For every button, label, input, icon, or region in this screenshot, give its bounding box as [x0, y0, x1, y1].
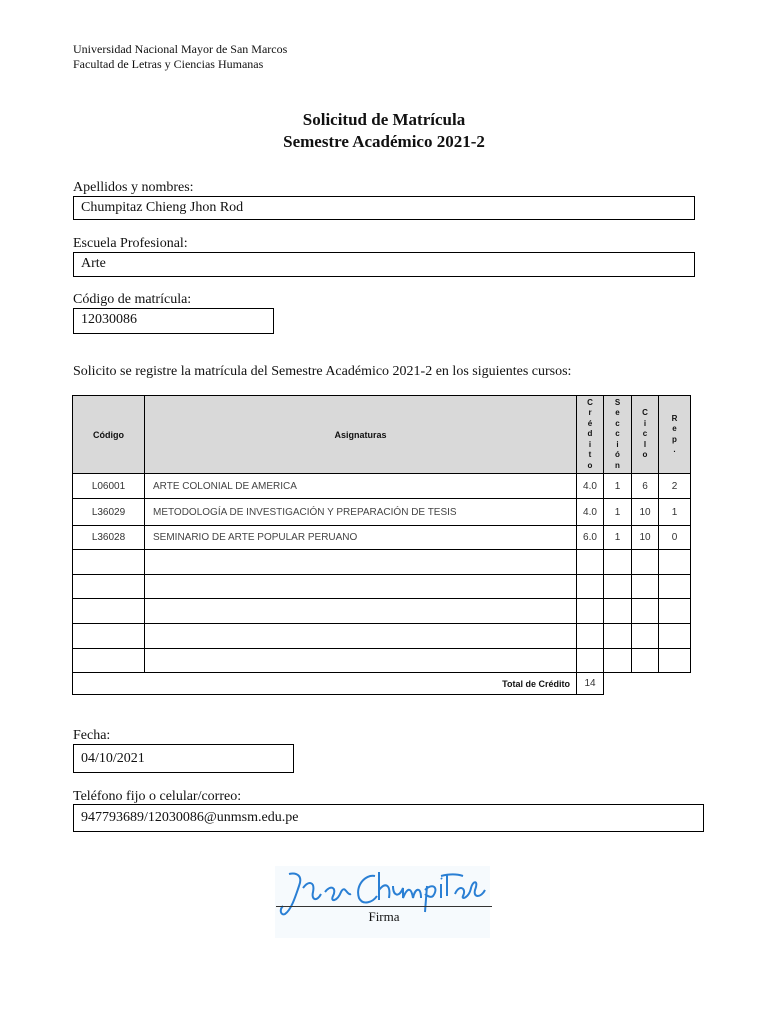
document-title: Solicitud de Matrícula [302, 110, 466, 129]
course-code [73, 575, 145, 599]
course-subject [145, 624, 577, 649]
course-rep [659, 550, 691, 575]
date-field[interactable]: 04/10/2021 [73, 744, 294, 773]
table-row [73, 575, 691, 599]
course-section [604, 575, 632, 599]
university-name: Universidad Nacional Mayor de San Marcos [73, 42, 288, 56]
course-rep: 0 [659, 526, 691, 550]
course-code: L06001 [73, 474, 145, 499]
header-rep: R e p . [659, 396, 691, 474]
course-credit [577, 550, 604, 575]
faculty-name: Facultad de Letras y Ciencias Humanas [73, 57, 264, 71]
course-rep: 1 [659, 499, 691, 526]
signature-line [276, 906, 492, 907]
course-rep [659, 575, 691, 599]
course-section [604, 599, 632, 624]
name-label: Apellidos y nombres: [73, 180, 194, 195]
course-subject [145, 575, 577, 599]
course-code: L36028 [73, 526, 145, 550]
course-cycle [632, 550, 659, 575]
total-credit-label: Total de Crédito [73, 673, 577, 695]
course-cycle [632, 575, 659, 599]
table-row [73, 624, 691, 649]
course-cycle: 10 [632, 499, 659, 526]
request-text: Solicito se registre la matrícula del Semestre Académico 2021-2 en los siguientes cursos: [73, 364, 572, 379]
course-subject [145, 649, 577, 673]
header-cycle: C i c l o [632, 396, 659, 474]
course-rep [659, 599, 691, 624]
course-credit: 4.0 [577, 474, 604, 499]
handwritten-signature [275, 866, 490, 938]
total-credit-value: 14 [577, 673, 604, 695]
name-field[interactable]: Chumpitaz Chieng Jhon Rod [73, 196, 695, 220]
course-section: 1 [604, 499, 632, 526]
header-credit: C r é d i t o [577, 396, 604, 474]
course-credit: 4.0 [577, 499, 604, 526]
course-subject [145, 550, 577, 575]
course-section [604, 624, 632, 649]
total-row [73, 673, 691, 695]
course-credit: 6.0 [577, 526, 604, 550]
contact-label: Teléfono fijo o celular/correo: [73, 789, 242, 804]
course-code [73, 550, 145, 575]
total-row-empty [604, 673, 691, 695]
course-rep [659, 624, 691, 649]
header-code: Código [73, 396, 145, 474]
course-cycle: 10 [632, 526, 659, 550]
table-header-row [73, 396, 691, 474]
student-code-label: Código de matrícula: [73, 292, 192, 307]
courses-table [72, 395, 691, 695]
course-subject: SEMINARIO DE ARTE POPULAR PERUANO [145, 526, 577, 550]
course-subject: ARTE COLONIAL DE AMERICA [145, 474, 577, 499]
table-row [73, 550, 691, 575]
date-label: Fecha: [73, 728, 111, 743]
course-cycle [632, 599, 659, 624]
table-row [73, 526, 691, 550]
course-subject [145, 599, 577, 624]
contact-field[interactable]: 947793689/12030086@unmsm.edu.pe [73, 804, 704, 832]
table-row [73, 474, 691, 499]
course-section [604, 550, 632, 575]
header-section: S e c c i ó n [604, 396, 632, 474]
course-cycle [632, 649, 659, 673]
course-rep [659, 649, 691, 673]
table-row [73, 599, 691, 624]
course-section [604, 649, 632, 673]
course-cycle: 6 [632, 474, 659, 499]
table-row [73, 499, 691, 526]
table-row [73, 649, 691, 673]
course-section: 1 [604, 526, 632, 550]
school-field[interactable]: Arte [73, 252, 695, 277]
course-rep: 2 [659, 474, 691, 499]
course-code [73, 599, 145, 624]
signature-label: Firma [368, 909, 400, 924]
course-credit [577, 575, 604, 599]
header-subjects: Asignaturas [145, 396, 577, 474]
course-credit [577, 624, 604, 649]
school-label: Escuela Profesional: [73, 236, 188, 251]
course-code: L36029 [73, 499, 145, 526]
document-subtitle: Semestre Académico 2021-2 [283, 132, 485, 151]
course-section: 1 [604, 474, 632, 499]
course-cycle [632, 624, 659, 649]
course-subject: METODOLOGÍA DE INVESTIGACIÓN Y PREPARACIÓN DE TESIS [145, 499, 577, 526]
course-credit [577, 649, 604, 673]
student-code-field[interactable]: 12030086 [73, 308, 274, 334]
course-credit [577, 599, 604, 624]
course-code [73, 649, 145, 673]
course-code [73, 624, 145, 649]
